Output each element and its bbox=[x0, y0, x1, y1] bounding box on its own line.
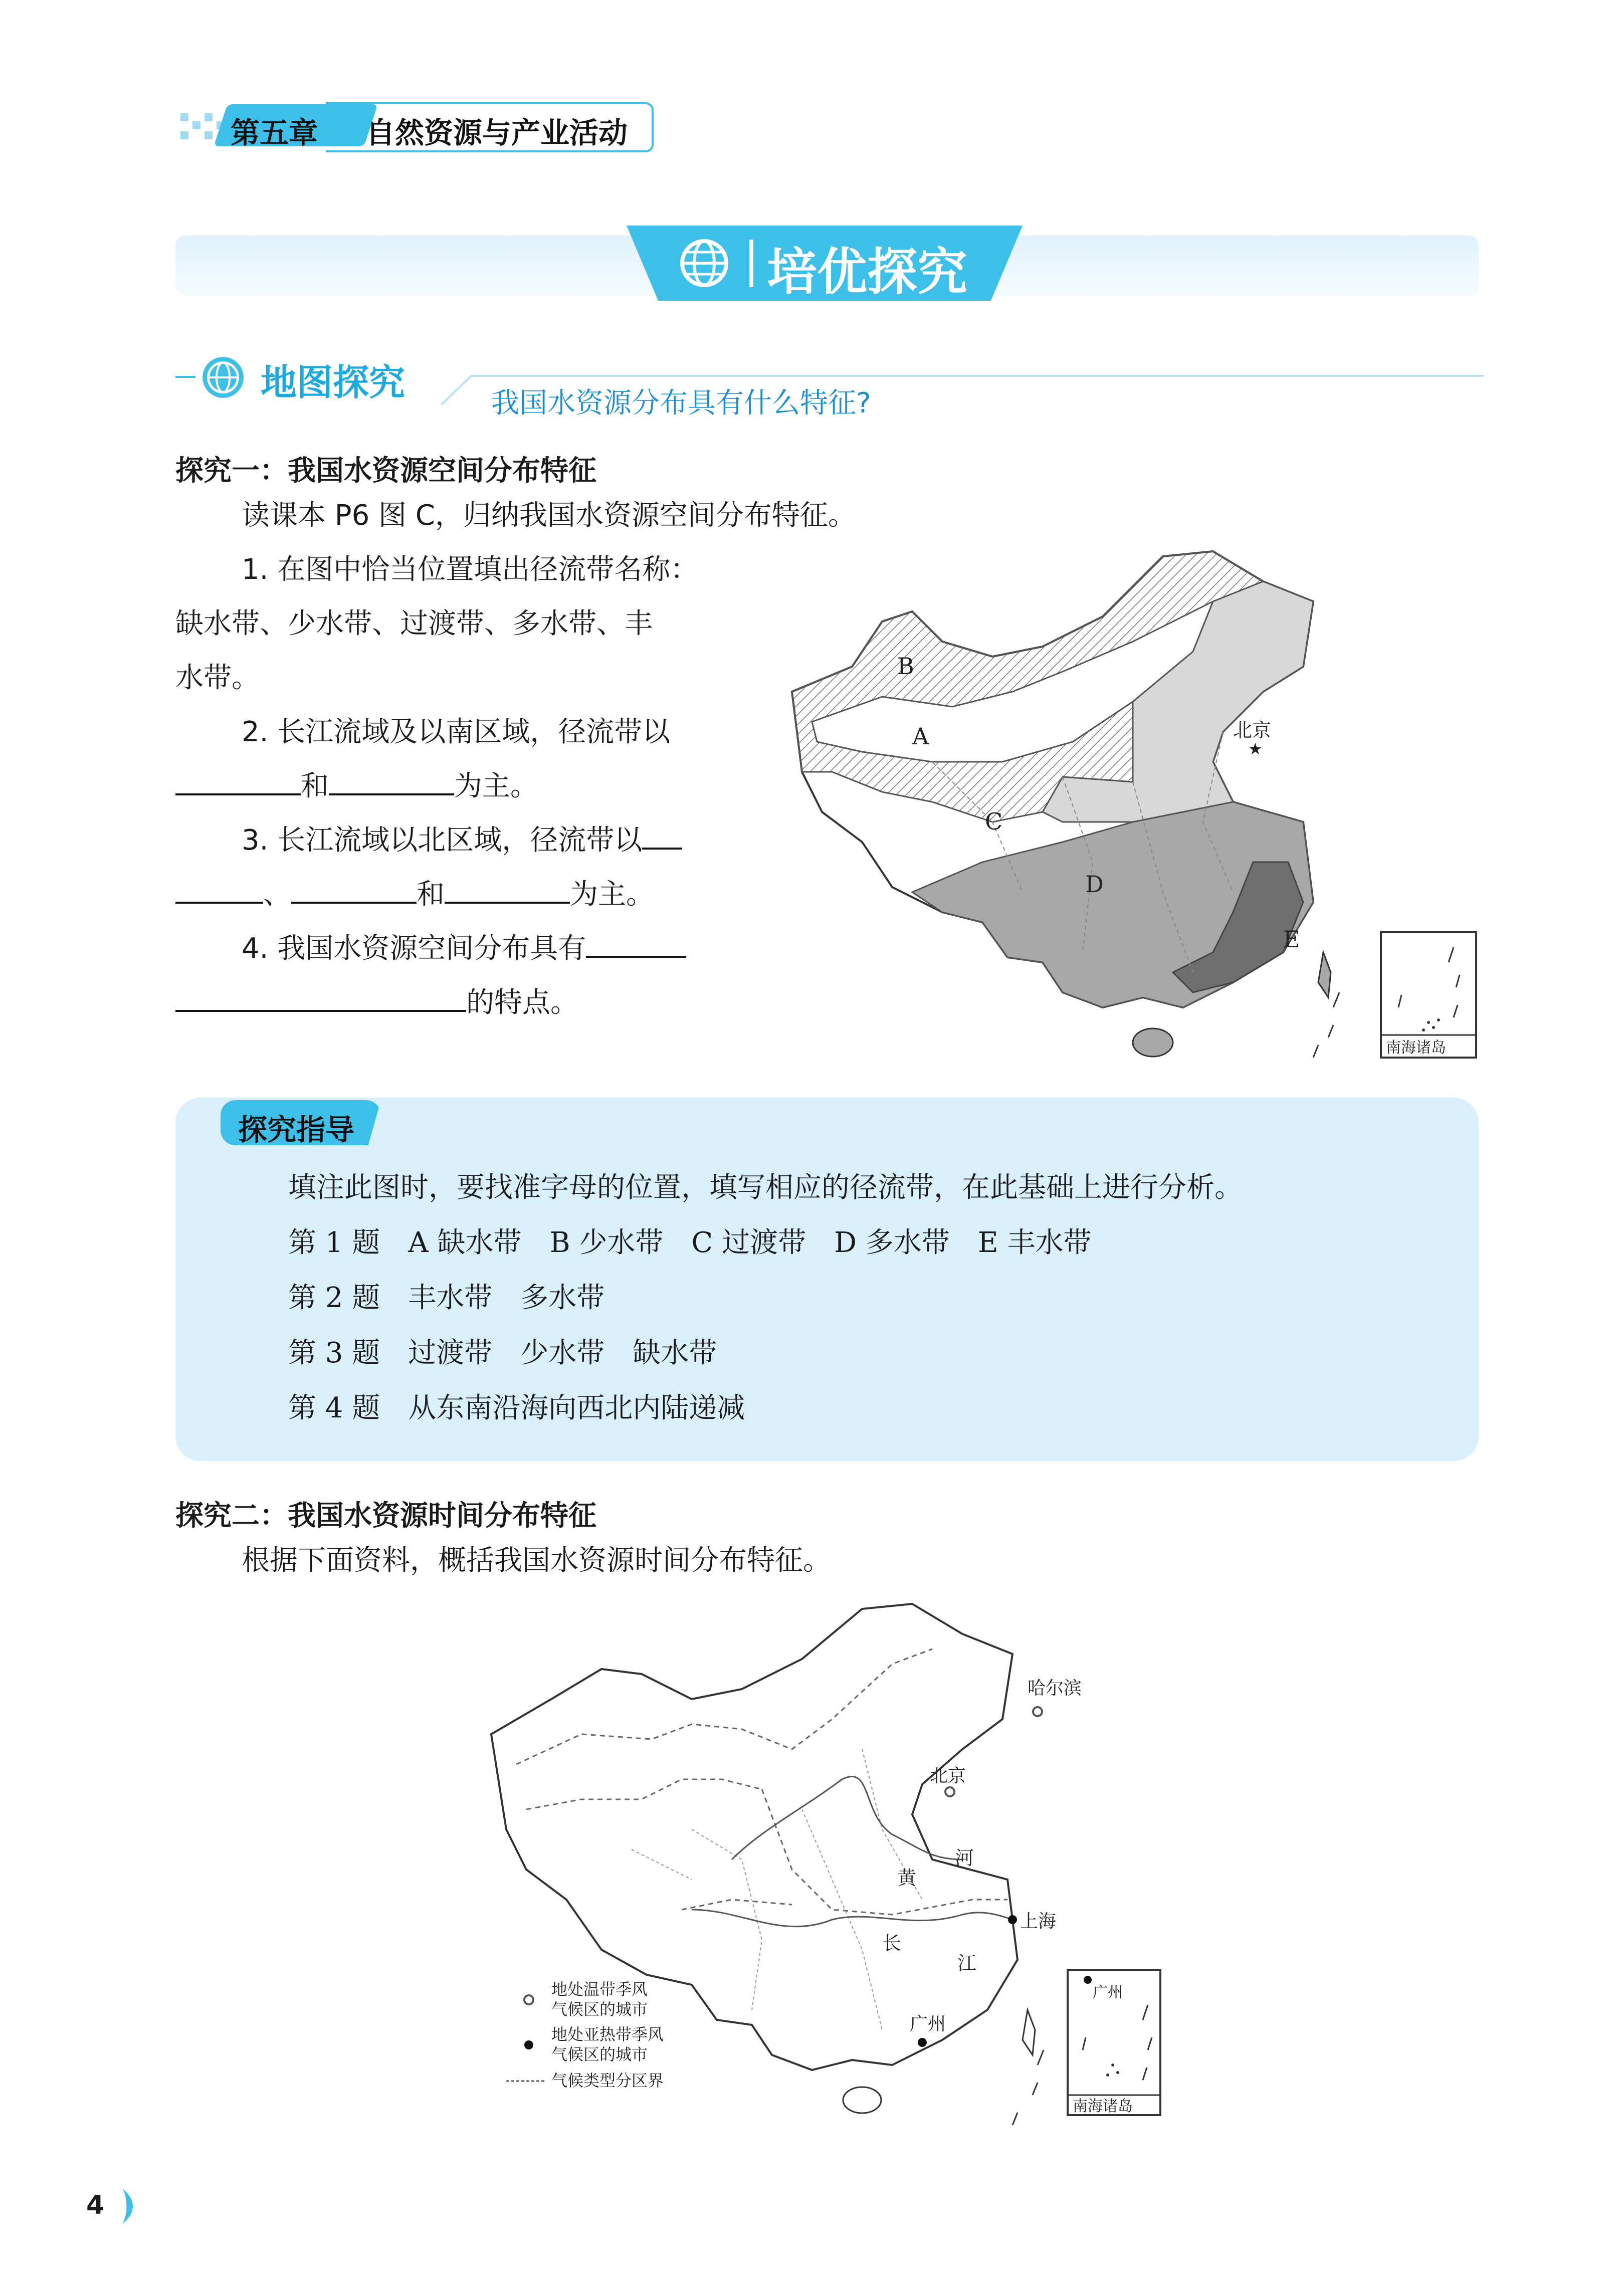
legend-temperate-1: 地处温带季风 bbox=[551, 1980, 648, 1999]
inset-guangzhou-label: 广州 bbox=[1093, 1984, 1123, 2001]
q3-line2 bbox=[175, 868, 654, 922]
zone-e-label: E bbox=[1283, 926, 1300, 953]
q2-line1: 2. 长江流域及以南区域，径流带以 bbox=[242, 716, 671, 748]
chapter-number: 第五章 bbox=[231, 116, 318, 150]
q3-line1 bbox=[242, 813, 682, 868]
q1-line3: 水带。 bbox=[175, 662, 260, 694]
q3-blank-1a[interactable] bbox=[642, 822, 682, 850]
q4-blank-a[interactable] bbox=[586, 931, 686, 958]
guide-tag-label: 探究指导 bbox=[238, 1113, 355, 1147]
guangzhou-marker bbox=[918, 2038, 927, 2047]
guide-line-4: 第 4 题 从东南沿海向西北内陆递减 bbox=[288, 1392, 745, 1424]
banner-divider bbox=[749, 240, 753, 287]
q3-blank-1b[interactable] bbox=[175, 877, 263, 904]
south-sea-inset-label: 南海诸岛 bbox=[1386, 1039, 1446, 1057]
chapter-title: 自然资源与产业活动 bbox=[366, 116, 628, 150]
yangtze-label-2: 江 bbox=[957, 1952, 977, 1974]
harbin-marker bbox=[1033, 1707, 1042, 1716]
explore2-intro: 根据下面资料，概括我国水资源时间分布特征。 bbox=[242, 1544, 831, 1577]
harbin-label: 哈尔滨 bbox=[1028, 1678, 1082, 1699]
zone-a-label: A bbox=[912, 723, 929, 750]
q3-and: 和 bbox=[417, 878, 445, 911]
guide-line-2: 第 2 题 丰水带 多水带 bbox=[288, 1282, 605, 1314]
legend-temperate-2: 气候区的城市 bbox=[551, 2000, 648, 2019]
beijing-label-2: 北京 bbox=[930, 1766, 966, 1786]
q2-and: 和 bbox=[301, 770, 329, 802]
legend-temperate-marker bbox=[524, 1995, 533, 2004]
legend-subtropical-2: 气候区的城市 bbox=[551, 2045, 648, 2064]
q3-blank-2[interactable] bbox=[291, 877, 417, 904]
q3-sep: 、 bbox=[263, 878, 291, 911]
explore1-title: 探究一：我国水资源空间分布特征 bbox=[175, 455, 596, 487]
taiwan-island bbox=[1318, 952, 1331, 997]
beijing-marker bbox=[945, 1787, 954, 1796]
runoff-zone-map bbox=[782, 541, 1484, 1083]
q4-end: 的特点。 bbox=[466, 986, 578, 1019]
q3-end: 为主。 bbox=[570, 878, 654, 911]
zone-b-label: B bbox=[897, 653, 914, 680]
climate-city-map bbox=[481, 1599, 1183, 2135]
zone-c-label: C bbox=[985, 808, 1003, 835]
q1-line1: 1. 在图中恰当位置填出径流带名称： bbox=[242, 553, 699, 586]
yellow-river-label-1: 黄 bbox=[897, 1867, 917, 1889]
guide-line-1: 第 1 题 A 缺水带 B 少水带 C 过渡带 D 多水带 E 丰水带 bbox=[288, 1226, 1092, 1259]
inset-guangzhou-marker bbox=[1084, 1976, 1092, 1984]
q4-line2 bbox=[175, 976, 578, 1030]
q2-blank-1[interactable] bbox=[175, 768, 301, 795]
section-banner-title: 培优探究 bbox=[767, 243, 967, 301]
legend-subtropical-marker bbox=[524, 2040, 533, 2049]
legend-boundary: 气候类型分区界 bbox=[551, 2071, 664, 2090]
zone-d-label: D bbox=[1085, 871, 1104, 898]
legend-subtropical-1: 地处亚热带季风 bbox=[551, 2025, 664, 2044]
star-icon: ★ bbox=[1248, 739, 1263, 758]
q3-text: 3. 长江流域以北区域，径流带以 bbox=[242, 824, 643, 857]
globe-icon bbox=[677, 236, 732, 291]
q2-line2 bbox=[175, 759, 538, 813]
q3-blank-3[interactable] bbox=[445, 877, 570, 904]
beijing-label: 北京 bbox=[1233, 719, 1272, 741]
guide-line-3: 第 3 题 过渡带 少水带 缺水带 bbox=[288, 1337, 717, 1369]
q4-line1 bbox=[242, 922, 686, 976]
q2-blank-2[interactable] bbox=[329, 768, 454, 795]
page-arrow-icon bbox=[120, 2186, 145, 2226]
hainan-island-2 bbox=[843, 2087, 881, 2113]
yellow-river-label-2: 河 bbox=[955, 1847, 974, 1869]
shanghai-marker bbox=[1008, 1915, 1017, 1924]
explore2-title: 探究二：我国水资源时间分布特征 bbox=[175, 1500, 596, 1532]
yangtze-label-1: 长 bbox=[882, 1932, 902, 1954]
chapter-header bbox=[175, 98, 657, 153]
globe-icon bbox=[200, 355, 246, 400]
q4-blank-b[interactable] bbox=[175, 985, 466, 1012]
guangzhou-label: 广州 bbox=[910, 2014, 946, 2034]
explore1-intro: 读课本 P6 图 C，归纳我国水资源空间分布特征。 bbox=[242, 499, 856, 532]
map-explore-title: 地图探究 bbox=[261, 361, 405, 403]
q1-line2: 缺水带、少水带、过渡带、多水带、丰 bbox=[175, 607, 653, 640]
shanghai-label: 上海 bbox=[1020, 1911, 1057, 1932]
guide-line-0: 填注此图时，要找准字母的位置，填写相应的径流带，在此基础上进行分析。 bbox=[288, 1171, 1243, 1204]
q2-end: 为主。 bbox=[454, 770, 538, 802]
page-number: 4 bbox=[86, 2190, 105, 2220]
q4-text: 4. 我国水资源空间分布具有 bbox=[242, 932, 586, 965]
hainan-island bbox=[1133, 1028, 1173, 1057]
header-dash bbox=[175, 376, 195, 378]
map-explore-question: 我国水资源分布具有什么特征? bbox=[491, 387, 871, 420]
taiwan-island-2 bbox=[1023, 2010, 1035, 2055]
south-sea-inset-label-2: 南海诸岛 bbox=[1073, 2098, 1133, 2115]
